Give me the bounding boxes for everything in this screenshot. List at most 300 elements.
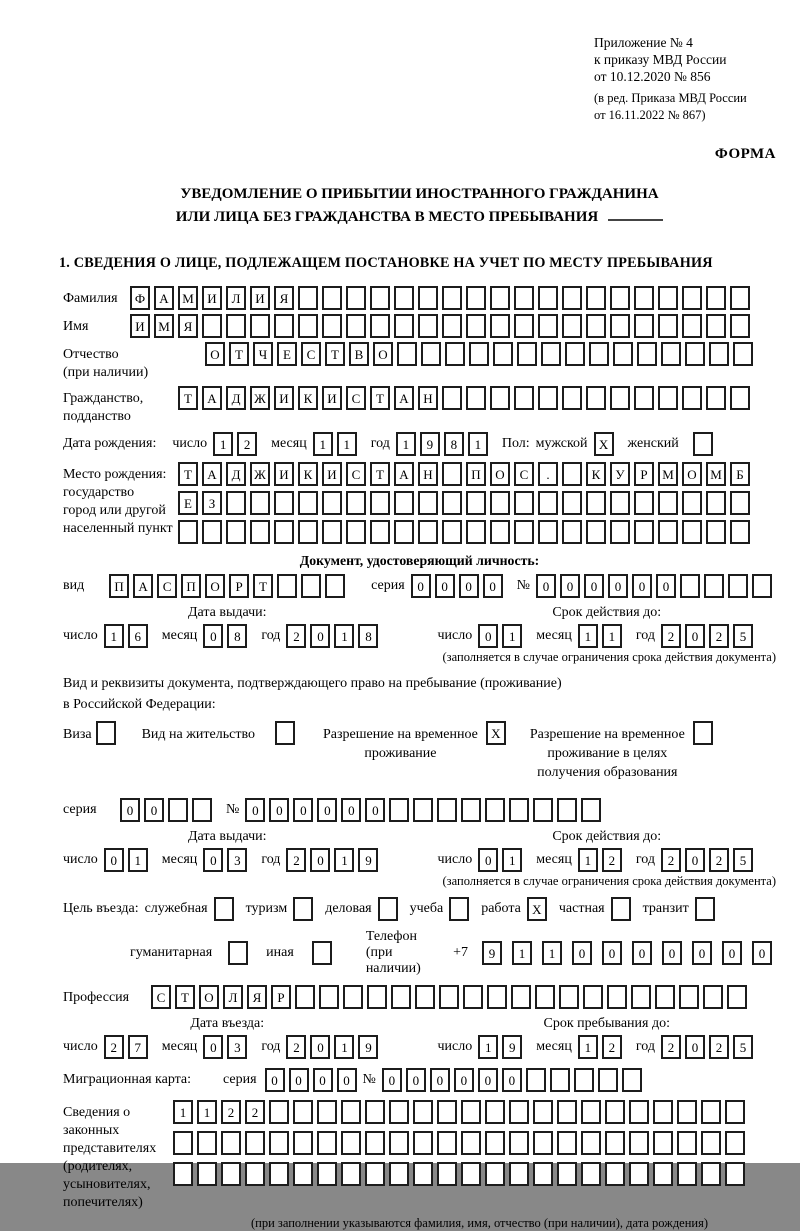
birth-place-char-cell[interactable]: К xyxy=(586,462,606,486)
patronymic-char-cell[interactable] xyxy=(493,342,513,366)
birth-place-char-cell[interactable] xyxy=(514,520,534,544)
citizenship-char-cell[interactable] xyxy=(490,386,510,410)
profession-char-cell[interactable] xyxy=(631,985,651,1009)
identity-number-cell[interactable] xyxy=(704,574,724,598)
phone-digit-cell[interactable]: 0 xyxy=(692,941,712,965)
residence-number-cell[interactable] xyxy=(461,798,481,822)
profession-char-cell[interactable] xyxy=(415,985,435,1009)
citizenship-char-cell[interactable] xyxy=(514,386,534,410)
legal-reps-char-cell[interactable]: 1 xyxy=(197,1100,217,1124)
legal-reps-char-cell[interactable] xyxy=(221,1131,241,1155)
legal-reps-char-cell[interactable] xyxy=(581,1131,601,1155)
patronymic-char-cell[interactable] xyxy=(685,342,705,366)
entry-year-cell[interactable]: 0 xyxy=(310,1035,330,1059)
residence-number-cell[interactable]: 0 xyxy=(317,798,337,822)
birth-place-char-cell[interactable] xyxy=(706,520,726,544)
given-name-char-cell[interactable] xyxy=(394,314,414,338)
identity-number-cell[interactable]: 0 xyxy=(608,574,628,598)
migration-number-cell[interactable]: 0 xyxy=(406,1068,426,1092)
legal-reps-char-cell[interactable] xyxy=(413,1131,433,1155)
birth-place-char-cell[interactable]: М xyxy=(658,462,678,486)
birth-place-char-cell[interactable] xyxy=(562,520,582,544)
residence-expiry-year-cell[interactable]: 2 xyxy=(709,848,729,872)
surname-char-cell[interactable] xyxy=(538,286,558,310)
surname-char-cell[interactable] xyxy=(490,286,510,310)
residence-number-cell[interactable] xyxy=(533,798,553,822)
legal-reps-char-cell[interactable] xyxy=(437,1162,457,1186)
entry-year-cell[interactable]: 2 xyxy=(286,1035,306,1059)
birth-place-char-cell[interactable] xyxy=(226,520,246,544)
patronymic-char-cell[interactable] xyxy=(709,342,729,366)
given-name-char-cell[interactable] xyxy=(418,314,438,338)
birth-place-char-cell[interactable]: Е xyxy=(178,491,198,515)
surname-char-cell[interactable]: Ф xyxy=(130,286,150,310)
birth-place-char-cell[interactable] xyxy=(634,491,654,515)
purpose-transit-cell[interactable] xyxy=(695,897,715,921)
given-name-char-cell[interactable] xyxy=(370,314,390,338)
identity-type-char-cell[interactable] xyxy=(301,574,321,598)
citizenship-char-cell[interactable] xyxy=(586,386,606,410)
citizenship-char-cell[interactable]: И xyxy=(274,386,294,410)
entry-year-cell[interactable]: 1 xyxy=(334,1035,354,1059)
patronymic-char-cell[interactable] xyxy=(421,342,441,366)
profession-char-cell[interactable] xyxy=(295,985,315,1009)
legal-reps-char-cell[interactable] xyxy=(269,1162,289,1186)
purpose-other-cell[interactable] xyxy=(312,941,332,965)
birth-place-char-cell[interactable]: Ж xyxy=(250,462,270,486)
residence-expiry-month-cell[interactable]: 2 xyxy=(602,848,622,872)
birth-place-char-cell[interactable]: Т xyxy=(370,462,390,486)
profession-char-cell[interactable]: Т xyxy=(175,985,195,1009)
patronymic-char-cell[interactable] xyxy=(589,342,609,366)
entry-month-cell[interactable]: 0 xyxy=(203,1035,223,1059)
given-name-char-cell[interactable] xyxy=(562,314,582,338)
identity-type-char-cell[interactable] xyxy=(325,574,345,598)
residence-series-cell[interactable] xyxy=(192,798,212,822)
legal-reps-char-cell[interactable] xyxy=(605,1131,625,1155)
legal-reps-char-cell[interactable] xyxy=(221,1162,241,1186)
profession-char-cell[interactable] xyxy=(583,985,603,1009)
birth-place-char-cell[interactable] xyxy=(394,520,414,544)
surname-char-cell[interactable] xyxy=(634,286,654,310)
profession-char-cell[interactable] xyxy=(439,985,459,1009)
legal-reps-char-cell[interactable] xyxy=(197,1162,217,1186)
legal-reps-char-cell[interactable] xyxy=(725,1162,745,1186)
residence-number-cell[interactable] xyxy=(389,798,409,822)
birth-place-char-cell[interactable] xyxy=(658,491,678,515)
birth-place-char-cell[interactable] xyxy=(322,491,342,515)
identity-issue-year-cell[interactable]: 1 xyxy=(334,624,354,648)
identity-type-char-cell[interactable] xyxy=(277,574,297,598)
citizenship-char-cell[interactable]: А xyxy=(202,386,222,410)
surname-char-cell[interactable] xyxy=(442,286,462,310)
profession-char-cell[interactable] xyxy=(559,985,579,1009)
surname-char-cell[interactable] xyxy=(370,286,390,310)
legal-reps-char-cell[interactable] xyxy=(557,1100,577,1124)
surname-char-cell[interactable] xyxy=(394,286,414,310)
identity-number-cell[interactable] xyxy=(728,574,748,598)
surname-char-cell[interactable]: И xyxy=(250,286,270,310)
legal-reps-char-cell[interactable] xyxy=(293,1100,313,1124)
purpose-study-cell[interactable] xyxy=(449,897,469,921)
surname-char-cell[interactable] xyxy=(322,286,342,310)
legal-reps-char-cell[interactable] xyxy=(701,1131,721,1155)
entry-month-cell[interactable]: 3 xyxy=(227,1035,247,1059)
legal-reps-char-cell[interactable] xyxy=(341,1100,361,1124)
profession-char-cell[interactable] xyxy=(703,985,723,1009)
birth-day-cell[interactable]: 1 xyxy=(213,432,233,456)
citizenship-char-cell[interactable]: Д xyxy=(226,386,246,410)
patronymic-char-cell[interactable] xyxy=(661,342,681,366)
migration-series-cell[interactable]: 0 xyxy=(337,1068,357,1092)
phone-digit-cell[interactable]: 0 xyxy=(752,941,772,965)
legal-reps-char-cell[interactable] xyxy=(653,1162,673,1186)
legal-reps-char-cell[interactable] xyxy=(581,1100,601,1124)
purpose-work-cell[interactable]: X xyxy=(527,897,547,921)
legal-reps-char-cell[interactable] xyxy=(725,1131,745,1155)
phone-digit-cell[interactable]: 0 xyxy=(662,941,682,965)
residence-number-cell[interactable] xyxy=(485,798,505,822)
stay-year-cell[interactable]: 2 xyxy=(709,1035,729,1059)
birth-month-cell[interactable]: 1 xyxy=(337,432,357,456)
birth-place-char-cell[interactable] xyxy=(418,491,438,515)
patronymic-char-cell[interactable] xyxy=(517,342,537,366)
legal-reps-char-cell[interactable]: 2 xyxy=(221,1100,241,1124)
residence-series-cell[interactable]: 0 xyxy=(120,798,140,822)
female-checkbox-cell[interactable] xyxy=(693,432,713,456)
given-name-char-cell[interactable] xyxy=(514,314,534,338)
identity-expiry-year-cell[interactable]: 2 xyxy=(709,624,729,648)
stay-year-cell[interactable]: 5 xyxy=(733,1035,753,1059)
stay-day-cell[interactable]: 1 xyxy=(478,1035,498,1059)
legal-reps-char-cell[interactable] xyxy=(701,1162,721,1186)
given-name-char-cell[interactable] xyxy=(682,314,702,338)
legal-reps-char-cell[interactable] xyxy=(677,1162,697,1186)
residence-number-cell[interactable] xyxy=(557,798,577,822)
identity-series-cell[interactable]: 0 xyxy=(483,574,503,598)
surname-char-cell[interactable] xyxy=(586,286,606,310)
citizenship-char-cell[interactable] xyxy=(730,386,750,410)
surname-char-cell[interactable]: Я xyxy=(274,286,294,310)
birth-place-char-cell[interactable] xyxy=(538,491,558,515)
identity-series-cell[interactable]: 0 xyxy=(435,574,455,598)
surname-char-cell[interactable]: А xyxy=(154,286,174,310)
surname-char-cell[interactable] xyxy=(682,286,702,310)
legal-reps-char-cell[interactable] xyxy=(533,1162,553,1186)
given-name-char-cell[interactable] xyxy=(538,314,558,338)
purpose-tourism-cell[interactable] xyxy=(293,897,313,921)
surname-char-cell[interactable] xyxy=(562,286,582,310)
patronymic-char-cell[interactable]: Е xyxy=(277,342,297,366)
surname-char-cell[interactable] xyxy=(346,286,366,310)
birth-place-char-cell[interactable] xyxy=(442,491,462,515)
birth-place-char-cell[interactable] xyxy=(682,520,702,544)
legal-reps-char-cell[interactable] xyxy=(605,1100,625,1124)
birth-place-char-cell[interactable]: О xyxy=(490,462,510,486)
stay-month-cell[interactable]: 1 xyxy=(578,1035,598,1059)
identity-type-char-cell[interactable]: П xyxy=(109,574,129,598)
birth-place-char-cell[interactable]: М xyxy=(706,462,726,486)
patronymic-char-cell[interactable] xyxy=(469,342,489,366)
stay-month-cell[interactable]: 2 xyxy=(602,1035,622,1059)
legal-reps-char-cell[interactable] xyxy=(557,1162,577,1186)
legal-reps-char-cell[interactable] xyxy=(317,1162,337,1186)
birth-place-char-cell[interactable] xyxy=(466,491,486,515)
legal-reps-char-cell[interactable] xyxy=(389,1100,409,1124)
patronymic-char-cell[interactable]: В xyxy=(349,342,369,366)
birth-place-char-cell[interactable] xyxy=(178,520,198,544)
birth-place-char-cell[interactable] xyxy=(274,491,294,515)
surname-char-cell[interactable] xyxy=(730,286,750,310)
identity-type-char-cell[interactable]: П xyxy=(181,574,201,598)
stay-year-cell[interactable]: 2 xyxy=(661,1035,681,1059)
surname-char-cell[interactable] xyxy=(706,286,726,310)
given-name-char-cell[interactable] xyxy=(706,314,726,338)
birth-month-cell[interactable]: 1 xyxy=(313,432,333,456)
legal-reps-char-cell[interactable] xyxy=(461,1162,481,1186)
identity-number-cell[interactable]: 0 xyxy=(584,574,604,598)
surname-char-cell[interactable] xyxy=(514,286,534,310)
identity-number-cell[interactable]: 0 xyxy=(560,574,580,598)
profession-char-cell[interactable]: С xyxy=(151,985,171,1009)
given-name-char-cell[interactable] xyxy=(658,314,678,338)
legal-reps-char-cell[interactable] xyxy=(461,1100,481,1124)
temp-permit-checkbox-cell[interactable]: X xyxy=(486,721,506,745)
residence-expiry-year-cell[interactable]: 2 xyxy=(661,848,681,872)
patronymic-char-cell[interactable]: О xyxy=(205,342,225,366)
surname-char-cell[interactable] xyxy=(466,286,486,310)
legal-reps-char-cell[interactable] xyxy=(413,1162,433,1186)
residence-permit-checkbox-cell[interactable] xyxy=(275,721,295,745)
identity-expiry-year-cell[interactable]: 0 xyxy=(685,624,705,648)
residence-issue-year-cell[interactable]: 1 xyxy=(334,848,354,872)
legal-reps-char-cell[interactable] xyxy=(317,1100,337,1124)
given-name-char-cell[interactable]: И xyxy=(130,314,150,338)
birth-place-char-cell[interactable]: Т xyxy=(178,462,198,486)
stay-day-cell[interactable]: 9 xyxy=(502,1035,522,1059)
identity-type-char-cell[interactable]: Т xyxy=(253,574,273,598)
phone-digit-cell[interactable]: 0 xyxy=(572,941,592,965)
birth-place-char-cell[interactable] xyxy=(298,491,318,515)
birth-place-char-cell[interactable]: П xyxy=(466,462,486,486)
citizenship-char-cell[interactable]: Т xyxy=(178,386,198,410)
purpose-private-cell[interactable] xyxy=(611,897,631,921)
legal-reps-char-cell[interactable] xyxy=(269,1100,289,1124)
identity-type-char-cell[interactable]: О xyxy=(205,574,225,598)
birth-place-char-cell[interactable] xyxy=(514,491,534,515)
residence-expiry-year-cell[interactable]: 0 xyxy=(685,848,705,872)
identity-expiry-year-cell[interactable]: 5 xyxy=(733,624,753,648)
legal-reps-char-cell[interactable] xyxy=(293,1162,313,1186)
legal-reps-char-cell[interactable] xyxy=(629,1100,649,1124)
legal-reps-char-cell[interactable] xyxy=(341,1131,361,1155)
birth-place-char-cell[interactable] xyxy=(730,491,750,515)
legal-reps-char-cell[interactable] xyxy=(701,1100,721,1124)
migration-number-cell[interactable] xyxy=(550,1068,570,1092)
legal-reps-char-cell[interactable] xyxy=(245,1162,265,1186)
identity-expiry-day-cell[interactable]: 1 xyxy=(502,624,522,648)
patronymic-char-cell[interactable] xyxy=(397,342,417,366)
birth-place-char-cell[interactable] xyxy=(562,462,582,486)
birth-place-char-cell[interactable] xyxy=(490,520,510,544)
identity-issue-month-cell[interactable]: 8 xyxy=(227,624,247,648)
identity-issue-day-cell[interactable]: 1 xyxy=(104,624,124,648)
given-name-char-cell[interactable] xyxy=(202,314,222,338)
residence-issue-day-cell[interactable]: 1 xyxy=(128,848,148,872)
surname-char-cell[interactable] xyxy=(298,286,318,310)
identity-expiry-day-cell[interactable]: 0 xyxy=(478,624,498,648)
identity-number-cell[interactable] xyxy=(680,574,700,598)
legal-reps-char-cell[interactable] xyxy=(245,1131,265,1155)
birth-place-char-cell[interactable]: Н xyxy=(418,462,438,486)
given-name-char-cell[interactable] xyxy=(274,314,294,338)
identity-expiry-month-cell[interactable]: 1 xyxy=(602,624,622,648)
patronymic-char-cell[interactable] xyxy=(733,342,753,366)
residence-issue-month-cell[interactable]: 0 xyxy=(203,848,223,872)
legal-reps-char-cell[interactable]: 2 xyxy=(245,1100,265,1124)
legal-reps-char-cell[interactable] xyxy=(725,1100,745,1124)
identity-number-cell[interactable] xyxy=(752,574,772,598)
residence-issue-month-cell[interactable]: 3 xyxy=(227,848,247,872)
birth-place-char-cell[interactable]: . xyxy=(538,462,558,486)
birth-place-char-cell[interactable]: У xyxy=(610,462,630,486)
birth-place-char-cell[interactable] xyxy=(370,491,390,515)
legal-reps-char-cell[interactable] xyxy=(173,1162,193,1186)
profession-char-cell[interactable] xyxy=(535,985,555,1009)
residence-number-cell[interactable]: 0 xyxy=(341,798,361,822)
identity-issue-day-cell[interactable]: 6 xyxy=(128,624,148,648)
surname-char-cell[interactable] xyxy=(658,286,678,310)
legal-reps-char-cell[interactable] xyxy=(557,1131,577,1155)
given-name-char-cell[interactable]: Я xyxy=(178,314,198,338)
phone-digit-cell[interactable]: 0 xyxy=(602,941,622,965)
residence-number-cell[interactable] xyxy=(413,798,433,822)
birth-place-char-cell[interactable]: С xyxy=(346,462,366,486)
birth-place-char-cell[interactable]: А xyxy=(202,462,222,486)
residence-number-cell[interactable]: 0 xyxy=(245,798,265,822)
patronymic-char-cell[interactable]: О xyxy=(373,342,393,366)
residence-number-cell[interactable]: 0 xyxy=(365,798,385,822)
migration-number-cell[interactable]: 0 xyxy=(454,1068,474,1092)
identity-type-char-cell[interactable]: Р xyxy=(229,574,249,598)
citizenship-char-cell[interactable]: И xyxy=(322,386,342,410)
citizenship-char-cell[interactable] xyxy=(466,386,486,410)
birth-place-char-cell[interactable] xyxy=(226,491,246,515)
citizenship-char-cell[interactable]: Ж xyxy=(250,386,270,410)
legal-reps-char-cell[interactable] xyxy=(365,1131,385,1155)
residence-number-cell[interactable] xyxy=(437,798,457,822)
legal-reps-char-cell[interactable] xyxy=(677,1100,697,1124)
migration-number-cell[interactable]: 0 xyxy=(478,1068,498,1092)
given-name-char-cell[interactable] xyxy=(250,314,270,338)
legal-reps-char-cell[interactable] xyxy=(413,1100,433,1124)
male-checkbox-cell[interactable]: X xyxy=(594,432,614,456)
patronymic-char-cell[interactable] xyxy=(541,342,561,366)
citizenship-char-cell[interactable] xyxy=(562,386,582,410)
identity-series-cell[interactable]: 0 xyxy=(411,574,431,598)
birth-place-char-cell[interactable]: О xyxy=(682,462,702,486)
residence-number-cell[interactable]: 0 xyxy=(293,798,313,822)
birth-place-char-cell[interactable] xyxy=(538,520,558,544)
entry-day-cell[interactable]: 2 xyxy=(104,1035,124,1059)
residence-issue-day-cell[interactable]: 0 xyxy=(104,848,124,872)
patronymic-char-cell[interactable] xyxy=(637,342,657,366)
legal-reps-char-cell[interactable]: 1 xyxy=(173,1100,193,1124)
birth-place-char-cell[interactable] xyxy=(346,520,366,544)
entry-year-cell[interactable]: 9 xyxy=(358,1035,378,1059)
legal-reps-char-cell[interactable] xyxy=(509,1131,529,1155)
migration-number-cell[interactable] xyxy=(622,1068,642,1092)
visa-checkbox-cell[interactable] xyxy=(96,721,116,745)
birth-place-char-cell[interactable]: С xyxy=(514,462,534,486)
birth-place-char-cell[interactable] xyxy=(370,520,390,544)
phone-digit-cell[interactable]: 1 xyxy=(542,941,562,965)
given-name-char-cell[interactable] xyxy=(730,314,750,338)
birth-place-char-cell[interactable]: А xyxy=(394,462,414,486)
legal-reps-char-cell[interactable] xyxy=(461,1131,481,1155)
surname-char-cell[interactable]: Л xyxy=(226,286,246,310)
legal-reps-char-cell[interactable] xyxy=(437,1131,457,1155)
birth-place-char-cell[interactable] xyxy=(562,491,582,515)
citizenship-char-cell[interactable]: К xyxy=(298,386,318,410)
residence-number-cell[interactable] xyxy=(581,798,601,822)
phone-digit-cell[interactable]: 0 xyxy=(722,941,742,965)
residence-series-cell[interactable]: 0 xyxy=(144,798,164,822)
migration-series-cell[interactable]: 0 xyxy=(265,1068,285,1092)
identity-number-cell[interactable]: 0 xyxy=(656,574,676,598)
birth-place-char-cell[interactable] xyxy=(250,520,270,544)
citizenship-char-cell[interactable] xyxy=(538,386,558,410)
birth-place-char-cell[interactable] xyxy=(202,520,222,544)
profession-char-cell[interactable] xyxy=(487,985,507,1009)
legal-reps-char-cell[interactable] xyxy=(653,1100,673,1124)
birth-place-char-cell[interactable] xyxy=(442,520,462,544)
birth-place-char-cell[interactable] xyxy=(490,491,510,515)
profession-char-cell[interactable]: О xyxy=(199,985,219,1009)
profession-char-cell[interactable] xyxy=(367,985,387,1009)
migration-series-cell[interactable]: 0 xyxy=(313,1068,333,1092)
residence-expiry-month-cell[interactable]: 1 xyxy=(578,848,598,872)
profession-char-cell[interactable] xyxy=(511,985,531,1009)
given-name-char-cell[interactable] xyxy=(322,314,342,338)
birth-place-char-cell[interactable] xyxy=(394,491,414,515)
identity-issue-year-cell[interactable]: 0 xyxy=(310,624,330,648)
phone-digit-cell[interactable]: 0 xyxy=(632,941,652,965)
birth-place-char-cell[interactable] xyxy=(322,520,342,544)
identity-series-cell[interactable]: 0 xyxy=(459,574,479,598)
citizenship-char-cell[interactable] xyxy=(706,386,726,410)
citizenship-char-cell[interactable] xyxy=(610,386,630,410)
migration-number-cell[interactable]: 0 xyxy=(502,1068,522,1092)
patronymic-char-cell[interactable]: С xyxy=(301,342,321,366)
birth-year-cell[interactable]: 9 xyxy=(420,432,440,456)
birth-place-char-cell[interactable] xyxy=(610,520,630,544)
given-name-char-cell[interactable] xyxy=(298,314,318,338)
profession-char-cell[interactable] xyxy=(607,985,627,1009)
purpose-business-cell[interactable] xyxy=(378,897,398,921)
surname-char-cell[interactable] xyxy=(418,286,438,310)
migration-number-cell[interactable] xyxy=(526,1068,546,1092)
birth-place-char-cell[interactable] xyxy=(418,520,438,544)
surname-char-cell[interactable] xyxy=(610,286,630,310)
legal-reps-char-cell[interactable] xyxy=(605,1162,625,1186)
birth-place-char-cell[interactable] xyxy=(298,520,318,544)
legal-reps-char-cell[interactable] xyxy=(485,1131,505,1155)
residence-expiry-day-cell[interactable]: 0 xyxy=(478,848,498,872)
patronymic-char-cell[interactable]: Т xyxy=(229,342,249,366)
identity-number-cell[interactable]: 0 xyxy=(536,574,556,598)
birth-year-cell[interactable]: 1 xyxy=(396,432,416,456)
